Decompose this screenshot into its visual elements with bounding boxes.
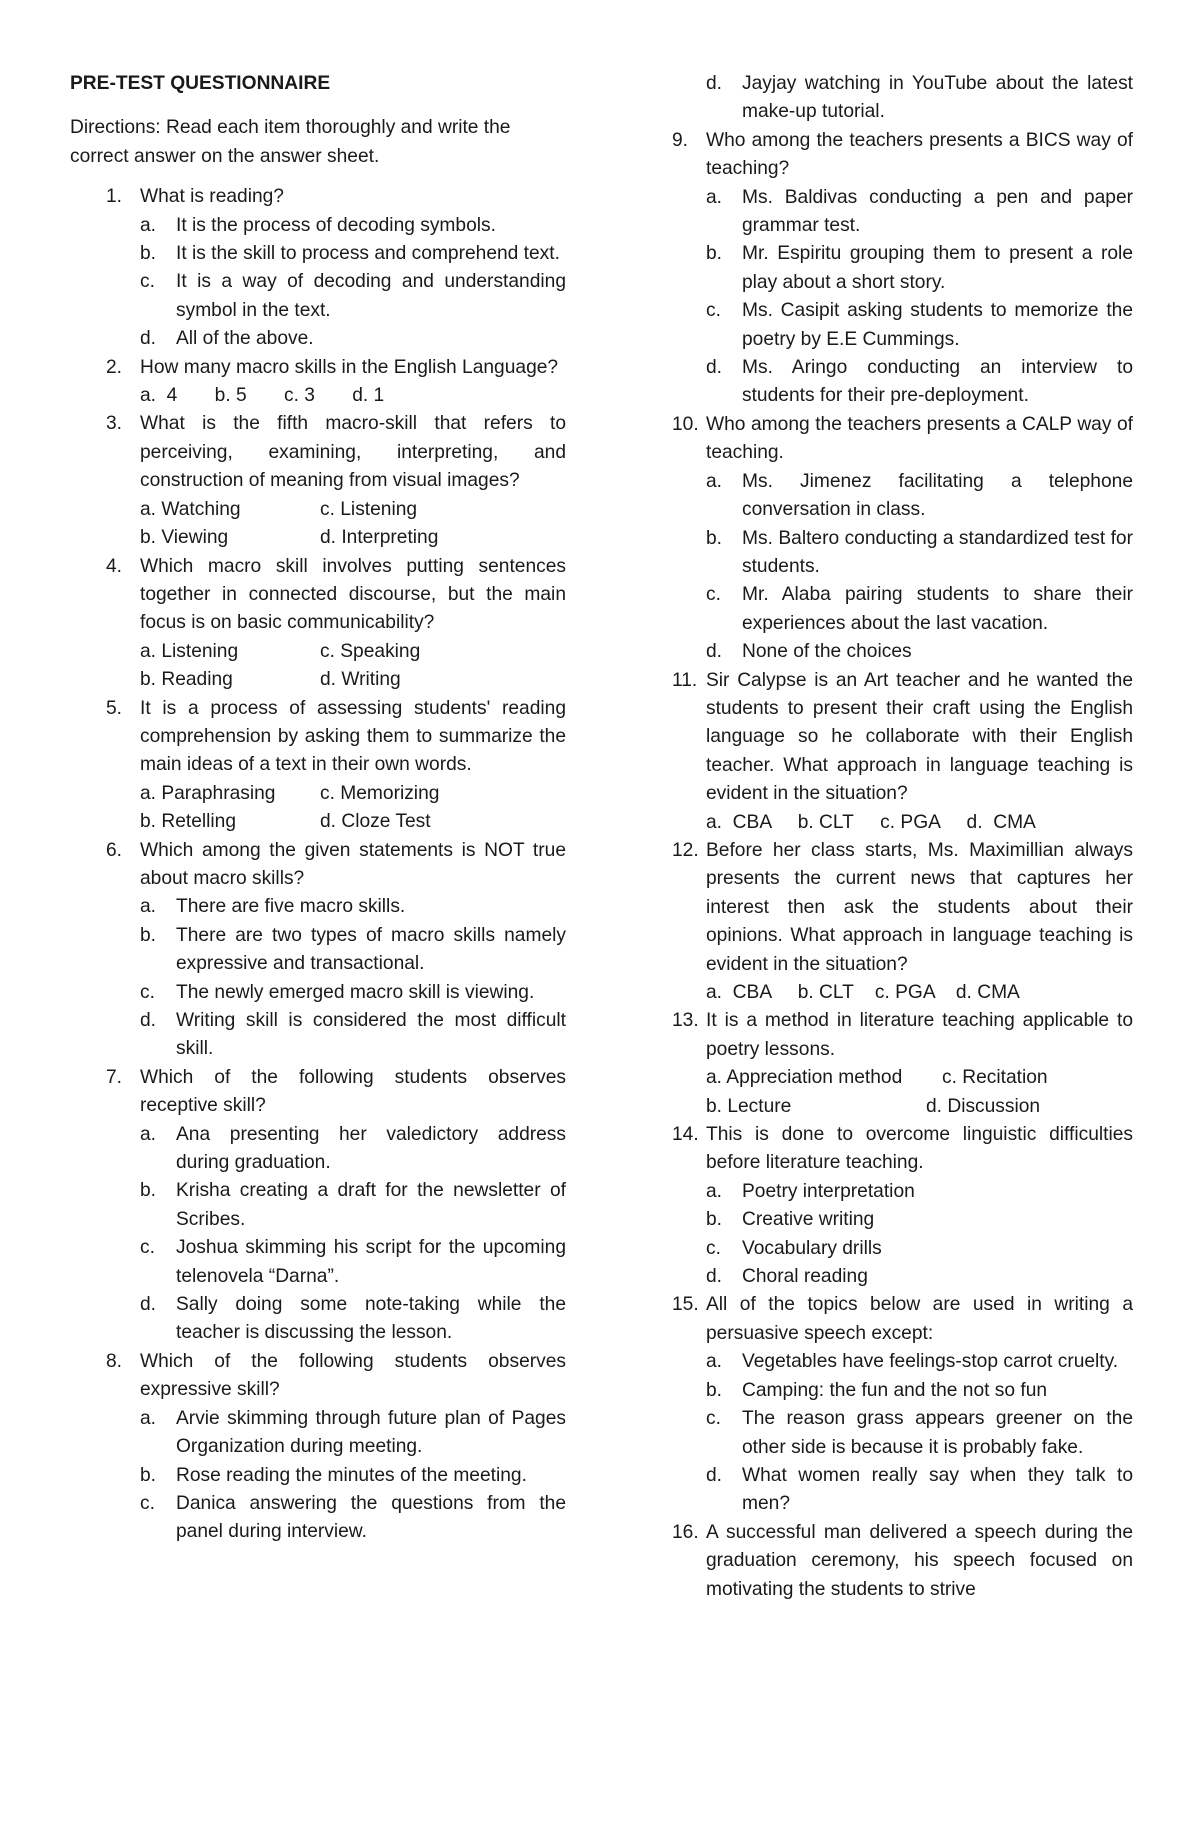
question-15 [672, 1291, 1133, 1518]
question-14 [672, 1121, 1133, 1291]
question-6 [70, 837, 566, 1064]
question-text: All of the topics below are used in writing a persuasive speech except: [706, 1294, 1133, 1344]
question-text: Sir Calypse is an Art teacher and he wanted the students to present their craft using the English language so he collaborate with their English teacher. What approach in language teaching is evident in the situation? [706, 669, 1133, 805]
options-row: a. 4 b. 5 c. 3 d. 1 [140, 385, 385, 407]
question-text: How many macro skills in the English Language? [140, 356, 559, 378]
option-d: d. Sally doing some note-taking while the teacher is discussing the lesson. [140, 1294, 566, 1344]
option-d: d. Choral reading [706, 1266, 868, 1288]
question-5 [70, 695, 566, 837]
question-text: Who among the teachers presents a BICS way of teaching? [706, 129, 1133, 180]
option-d: d. Jayjay watching in YouTube about the latest make-up tutorial. [706, 73, 1133, 123]
question-number: 15. [672, 1294, 699, 1316]
option-d: d. Discussion [926, 1095, 1041, 1117]
option-b: b. Ms. Baltero conducting a standardized test for students. [706, 527, 1133, 577]
question-number: 4. [106, 555, 123, 577]
option-d: d. Ms. Aringo conducting an interview to students for their pre-deployment. [706, 357, 1133, 407]
question-text: What is reading? [140, 186, 284, 208]
option-c: c. Danica answering the questions from the panel during interview. [140, 1492, 566, 1543]
question-text: A successful man delivered a speech during the graduation ceremony, his speech focused on motivating the students to strive [706, 1521, 1133, 1600]
question-text: It is a process of assessing students' reading comprehension by asking them to summarize the main ideas of a text in their own words. [140, 697, 566, 776]
page-title: PRE-TEST QUESTIONNAIRE [70, 73, 331, 94]
question-13 [672, 1007, 1133, 1121]
option-c: c. The reason grass appears greener on the other side is because it is probably fake. [706, 1408, 1133, 1458]
question-8 [70, 1348, 566, 1547]
option-c: c. It is a way of decoding and understanding symbol in the text. [140, 271, 566, 321]
options-row: a. CBA b. CLT c. PGA d. CMA [706, 811, 1036, 833]
question-number: 6. [106, 839, 123, 861]
question-8-continued [672, 70, 1133, 127]
question-text: Which among the given statements is NOT true about macro skills? [140, 839, 566, 889]
option-a: a. Listening [140, 640, 239, 662]
option-a: a. Watching [140, 498, 241, 520]
question-text: Which macro skill involves putting sentences together in connected discourse, but the main focus is on basic communicability? [140, 555, 566, 634]
question-9 [672, 127, 1133, 411]
option-d: d. Writing [320, 669, 401, 691]
options-row: a. CBA b. CLT c. PGA d. CMA [706, 982, 1020, 1003]
question-number: 1. [106, 186, 123, 208]
question-number: 10. [672, 413, 699, 435]
question-3 [70, 410, 566, 552]
question-number: 16. [672, 1521, 699, 1543]
option-d: d. What women really say when they talk to men? [706, 1464, 1133, 1515]
question-number: 11. [672, 669, 698, 691]
option-b: b. Creative writing [706, 1209, 875, 1231]
option-a: a. Ms. Baldivas conducting a pen and paper grammar test. [706, 186, 1133, 237]
option-a: a. Appreciation method [706, 1067, 903, 1089]
question-number: 2. [106, 356, 123, 378]
option-d: d. Cloze Test [320, 811, 431, 833]
option-b: b. Mr. Espiritu grouping them to present a role play about a short story. [706, 243, 1133, 293]
question-4 [70, 553, 566, 695]
directions: Directions: Read each item thoroughly and write the correct answer on the answer sheet. [70, 117, 511, 167]
option-c: c. Listening [320, 498, 418, 520]
question-11 [672, 667, 1133, 837]
option-b: b. Retelling [140, 811, 236, 833]
option-b: b. Krisha creating a draft for the newsletter of Scribes. [140, 1180, 566, 1230]
question-16 [672, 1519, 1133, 1604]
option-b: b. There are two types of macro skills namely expressive and transactional. [140, 924, 566, 975]
option-c: c. The newly emerged macro skill is viewing. [140, 981, 535, 1003]
option-a: a. It is the process of decoding symbols. [140, 214, 496, 236]
question-text: It is a method in literature teaching applicable to poetry lessons. [706, 1010, 1133, 1060]
option-a: a. There are five macro skills. [140, 896, 406, 918]
option-d: d. Writing skill is considered the most difficult skill. [140, 1010, 566, 1060]
question-number: 7. [106, 1066, 123, 1088]
option-a: a. Poetry interpretation [706, 1180, 915, 1202]
option-d: d. None of the choices [706, 641, 912, 663]
question-number: 12. [672, 839, 699, 861]
question-1 [70, 183, 566, 353]
question-number: 3. [106, 413, 123, 435]
option-b: b. Viewing [140, 527, 229, 549]
question-number: 8. [106, 1350, 123, 1372]
option-c: c. Speaking [320, 640, 421, 662]
question-2 [70, 354, 566, 411]
question-text: Which of the following students observes receptive skill? [140, 1066, 566, 1117]
question-text: Who among the teachers presents a CALP way of teaching. [706, 413, 1133, 464]
option-b: b. It is the skill to process and comprehend text. [140, 243, 560, 265]
option-b: b. Reading [140, 669, 233, 691]
option-a: a. Arvie skimming through future plan of Pages Organization during meeting. [140, 1407, 566, 1458]
option-a: a. Paraphrasing [140, 782, 276, 804]
option-d: d. Interpreting [320, 527, 439, 549]
question-text: This is done to overcome linguistic difficulties before literature teaching. [706, 1124, 1133, 1174]
question-10 [672, 411, 1133, 667]
option-c: c. Recitation [942, 1067, 1048, 1089]
question-12 [672, 837, 1133, 1007]
option-a: a. Vegetables have feelings-stop carrot cruelty. [706, 1351, 1119, 1373]
question-number: 9. [672, 129, 689, 151]
question-text: Before her class starts, Ms. Maximillian always presents the current news that captures her interest then ask the students about their opinions. What approach in language teaching is evident in the situation? [706, 839, 1133, 975]
left-column [70, 70, 566, 1547]
question-7 [70, 1064, 566, 1348]
question-number: 5. [106, 697, 123, 719]
option-a: a. Ana presenting her valedictory address during graduation. [140, 1123, 566, 1174]
option-c: c. Ms. Casipit asking students to memorize the poetry by E.E Cummings. [706, 300, 1133, 350]
question-number: 14. [672, 1124, 699, 1146]
question-text: What is the fifth macro-skill that refers to perceiving, examining, interpreting, and construction of meaning from visual images? [140, 413, 566, 492]
option-a: a. Ms. Jimenez facilitating a telephone conversation in class. [706, 470, 1133, 521]
option-c: c. Vocabulary drills [706, 1237, 882, 1259]
option-b: b. Rose reading the minutes of the meeting. [140, 1464, 527, 1486]
option-d: d. All of the above. [140, 328, 314, 350]
option-c: c. Mr. Alaba pairing students to share their experiences about the last vacation. [706, 584, 1133, 634]
question-number: 13. [672, 1010, 699, 1032]
question-text: Which of the following students observes expressive skill? [140, 1350, 566, 1401]
option-c: c. Memorizing [320, 782, 440, 804]
right-column [672, 70, 1133, 1604]
option-b: b. Camping: the fun and the not so fun [706, 1379, 1048, 1401]
option-c: c. Joshua skimming his script for the upcoming telenovela “Darna”. [140, 1237, 566, 1287]
option-b: b. Lecture [706, 1095, 792, 1117]
